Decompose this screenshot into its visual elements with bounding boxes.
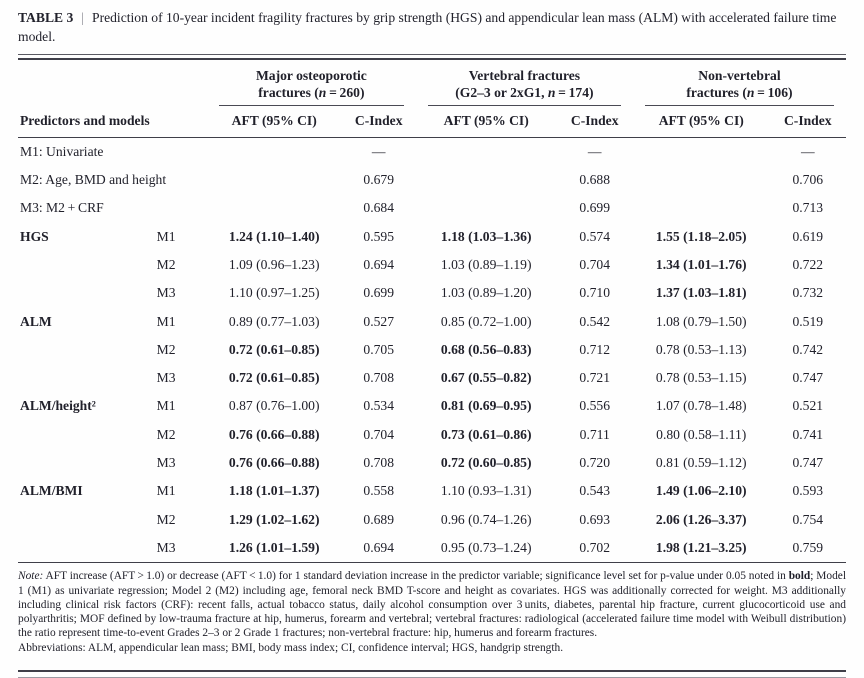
predictor-cell: ALM/BMI <box>20 483 83 499</box>
aft-cell: 2.06 (1.26–3.37) <box>655 511 747 527</box>
model-row-m1 <box>18 138 846 167</box>
aft-cell: 0.73 (0.61–0.86) <box>440 426 532 442</box>
data-row-almbmi-m3 <box>18 534 846 563</box>
predictor-cell: ALM <box>20 313 52 329</box>
cindex-cell: 0.694 <box>342 534 416 563</box>
subheader-row <box>18 106 846 138</box>
aft-cell: 0.81 (0.69–0.95) <box>440 398 532 414</box>
bottom-rule-primary <box>18 670 846 672</box>
data-row-almbmi-m2 <box>18 506 846 534</box>
aft-cell: 1.08 (0.79–1.50) <box>655 313 747 329</box>
aft-cell: 0.76 (0.66–0.88) <box>228 454 320 470</box>
aft-column-header-3: AFT (95% CI) <box>633 106 770 138</box>
aft-cell: 0.89 (0.77–1.03) <box>228 313 320 329</box>
cindex-cell: 0.543 <box>579 483 611 499</box>
cindex-cell: 0.705 <box>363 341 394 357</box>
aft-cell: 1.03 (0.89–1.20) <box>440 285 532 301</box>
aft-cell <box>207 195 342 223</box>
cindex-cell: 0.720 <box>579 454 611 470</box>
aft-cell: 0.72 (0.61–0.85) <box>228 341 320 357</box>
cindex-cell: 0.741 <box>792 426 824 442</box>
cindex-cell: 0.754 <box>792 511 824 527</box>
cindex-cell: 0.593 <box>792 483 824 499</box>
data-row-hgs-m1 <box>18 223 846 251</box>
data-row-almheight-m2 <box>18 421 846 449</box>
group-header-mof-label: Major osteoporotic fractures (n = 260) <box>219 68 404 106</box>
cindex-cell: 0.574 <box>579 228 611 244</box>
model-cell: M2 <box>156 511 176 527</box>
group-header-vertebral-label: Vertebral fractures (G2–3 or 2xG1, n = 174) <box>428 68 621 106</box>
aft-cell <box>633 195 770 223</box>
predictor-cell <box>18 534 153 563</box>
aft-cell <box>633 138 770 167</box>
cindex-cell: 0.534 <box>363 398 394 414</box>
cindex-cell: 0.712 <box>579 341 611 357</box>
aft-cell: 0.80 (0.58–1.11) <box>656 426 747 442</box>
model-row-m2 <box>18 166 846 194</box>
predictor-cell <box>18 364 153 392</box>
cindex-cell: 0.699 <box>363 285 394 301</box>
cindex-cell: 0.595 <box>363 228 394 244</box>
cindex-cell: 0.688 <box>579 172 611 188</box>
cindex-cell: — <box>371 143 386 159</box>
cindex-cell: 0.519 <box>792 313 824 329</box>
cindex-cell: 0.558 <box>363 483 394 499</box>
row-label: M1: Univariate <box>20 143 104 159</box>
cindex-cell: 0.704 <box>579 257 611 273</box>
aft-cell: 0.78 (0.53–1.13) <box>655 341 747 357</box>
aft-cell: 0.68 (0.56–0.83) <box>440 341 532 357</box>
aft-cell: 1.55 (1.18–2.05) <box>655 228 747 244</box>
cindex-cell: 0.706 <box>792 172 824 188</box>
cindex-cell: 0.619 <box>792 228 824 244</box>
model-cell: M1 <box>156 313 176 329</box>
model-cell: M2 <box>156 341 176 357</box>
aft-cell: 1.49 (1.06–2.10) <box>655 483 747 499</box>
aft-cell <box>416 166 557 194</box>
cindex-cell: — <box>800 143 815 159</box>
aft-cell: 1.34 (1.01–1.76) <box>655 257 747 273</box>
data-row-alm-m3 <box>18 364 846 392</box>
cindex-cell: 0.711 <box>579 426 610 442</box>
group-header-spacer <box>18 60 207 106</box>
caption-separator: | <box>81 10 85 25</box>
cindex-cell: 0.684 <box>363 200 394 216</box>
cindex-cell: 0.759 <box>770 534 846 563</box>
aft-cell: 1.03 (0.89–1.19) <box>440 257 532 273</box>
data-row-almbmi-m1 <box>18 477 846 505</box>
model-cell: M3 <box>153 534 207 563</box>
group-header-mof <box>207 60 416 106</box>
cindex-cell: 0.721 <box>579 370 611 386</box>
model-cell: M3 <box>156 454 176 470</box>
table-caption <box>18 9 846 46</box>
group-header-row <box>18 60 846 106</box>
cindex-cell: 0.689 <box>363 511 394 527</box>
aft-cell: 1.07 (0.78–1.48) <box>655 398 747 414</box>
aft-cell <box>633 166 770 194</box>
aft-cell: 1.18 (1.03–1.36) <box>440 228 532 244</box>
aft-cell: 1.37 (1.03–1.81) <box>655 285 747 301</box>
cindex-column-header-1: C-Index <box>342 106 416 138</box>
data-row-almheight-m1 <box>18 393 846 421</box>
cindex-cell: 0.702 <box>557 534 633 563</box>
aft-cell: 0.87 (0.76–1.00) <box>228 398 320 414</box>
cindex-column-header-2: C-Index <box>557 106 633 138</box>
model-cell: M2 <box>156 257 176 273</box>
aft-cell: 1.24 (1.10–1.40) <box>228 228 320 244</box>
aft-cell: 0.78 (0.53–1.15) <box>655 370 747 386</box>
predictor-cell <box>18 336 153 364</box>
caption-text: Prediction of 10-year incident fragility fractures by grip strength (HGS) and appendicular lean mass (ALM) with accelerated failure time model. <box>18 10 837 44</box>
table-note: Note: AFT increase (AFT > 1.0) or decrease (AFT < 1.0) for 1 standard deviation increase in the predictor variable; significance level set for p-value under 0.05 noted in bold; Model 1 (M1) as univariate regression; Model 2 (M2) including age, femoral neck BMD T-score and height as covariates. HGS was additionally corrected for weight. M3 additionally including clinical risk factors (CRF): recent falls, actual tobacco status, daily alcohol consumption over 3 units, diabetes, parental hip fracture, current glucocorticoid use and polyarthritis; MOF defined by low-trauma fracture at hip, humerus, forearm and vertebral; vertebral fractures: radiological (accelerated failure time model with Weibull distribution) the ratio represent time-to-event Grades 2–3 or 2 Grade 1 fractures; non-vertebral fracture: hip, humerus and forearm fractures. <box>18 570 846 640</box>
aft-cell: 0.81 (0.59–1.12) <box>655 454 747 470</box>
prediction-table <box>18 60 846 563</box>
cindex-cell: 0.722 <box>792 257 824 273</box>
aft-cell: 1.26 (1.01–1.59) <box>207 534 342 563</box>
data-row-hgs-m3 <box>18 279 846 307</box>
model-cell: M1 <box>156 398 176 414</box>
cindex-cell: 0.542 <box>579 313 611 329</box>
aft-cell: 1.29 (1.02–1.62) <box>228 511 320 527</box>
data-row-almheight-m3 <box>18 449 846 477</box>
aft-cell <box>207 166 342 194</box>
predictor-cell <box>18 506 153 534</box>
cindex-cell: 0.556 <box>579 398 611 414</box>
aft-cell: 0.72 (0.61–0.85) <box>228 370 320 386</box>
cindex-cell: 0.527 <box>363 313 394 329</box>
cindex-cell: 0.704 <box>363 426 394 442</box>
row-label: M2: Age, BMD and height <box>20 172 167 188</box>
aft-cell: 1.10 (0.93–1.31) <box>440 483 532 499</box>
group-header-nonvertebral <box>633 60 846 106</box>
cindex-cell: 0.521 <box>792 398 824 414</box>
model-cell: M1 <box>156 483 176 499</box>
cindex-cell: 0.694 <box>363 257 394 273</box>
table-number: TABLE 3 <box>18 10 74 25</box>
group-header-nonvertebral-label: Non-vertebral fractures (n = 106) <box>645 68 834 106</box>
predictor-cell <box>18 449 153 477</box>
predictor-cell: HGS <box>20 228 49 244</box>
data-row-alm-m1 <box>18 308 846 336</box>
row-label: M3: M2 + CRF <box>20 200 104 216</box>
aft-column-header-2: AFT (95% CI) <box>416 106 557 138</box>
table-abbreviations: Abbreviations: ALM, appendicular lean mass; BMI, body mass index; CI, confidence interval; HGS, handgrip strength. <box>18 641 564 654</box>
aft-cell: 0.76 (0.66–0.88) <box>228 426 320 442</box>
aft-cell <box>416 138 557 167</box>
cindex-cell: 0.708 <box>363 454 394 470</box>
predictor-cell <box>18 421 153 449</box>
group-header-vertebral <box>416 60 633 106</box>
predictor-cell: ALM/height² <box>20 398 96 414</box>
cindex-cell: 0.713 <box>792 200 824 216</box>
model-cell: M1 <box>156 228 176 244</box>
data-row-hgs-m2 <box>18 251 846 279</box>
predictors-column-header: Predictors and models <box>18 106 207 138</box>
predictor-cell <box>18 279 153 307</box>
cindex-cell: 0.732 <box>792 285 824 301</box>
aft-cell <box>207 138 342 167</box>
aft-cell: 0.72 (0.60–0.85) <box>440 454 532 470</box>
aft-column-header-1: AFT (95% CI) <box>207 106 342 138</box>
cindex-cell: 0.747 <box>792 454 824 470</box>
aft-cell: 1.10 (0.97–1.25) <box>228 285 320 301</box>
aft-cell: 1.18 (1.01–1.37) <box>228 483 320 499</box>
data-row-alm-m2 <box>18 336 846 364</box>
predictor-cell <box>18 251 153 279</box>
aft-cell <box>416 195 557 223</box>
aft-cell: 0.96 (0.74–1.26) <box>440 511 532 527</box>
cindex-cell: 0.679 <box>363 172 394 188</box>
cindex-cell: 0.747 <box>792 370 824 386</box>
cindex-cell: 0.693 <box>579 511 611 527</box>
aft-cell: 0.85 (0.72–1.00) <box>440 313 532 329</box>
cindex-cell: 0.710 <box>579 285 611 301</box>
aft-cell: 0.95 (0.73–1.24) <box>416 534 557 563</box>
cindex-column-header-3: C-Index <box>770 106 846 138</box>
aft-cell: 1.98 (1.21–3.25) <box>633 534 770 563</box>
cindex-cell: 0.708 <box>363 370 394 386</box>
model-row-m3 <box>18 195 846 223</box>
aft-cell: 0.67 (0.55–0.82) <box>440 370 532 386</box>
cindex-cell: — <box>587 143 602 159</box>
model-cell: M3 <box>156 285 176 301</box>
aft-cell: 1.09 (0.96–1.23) <box>228 257 320 273</box>
model-cell: M2 <box>156 426 176 442</box>
model-cell: M3 <box>156 370 176 386</box>
cindex-cell: 0.742 <box>792 341 824 357</box>
cindex-cell: 0.699 <box>579 200 611 216</box>
